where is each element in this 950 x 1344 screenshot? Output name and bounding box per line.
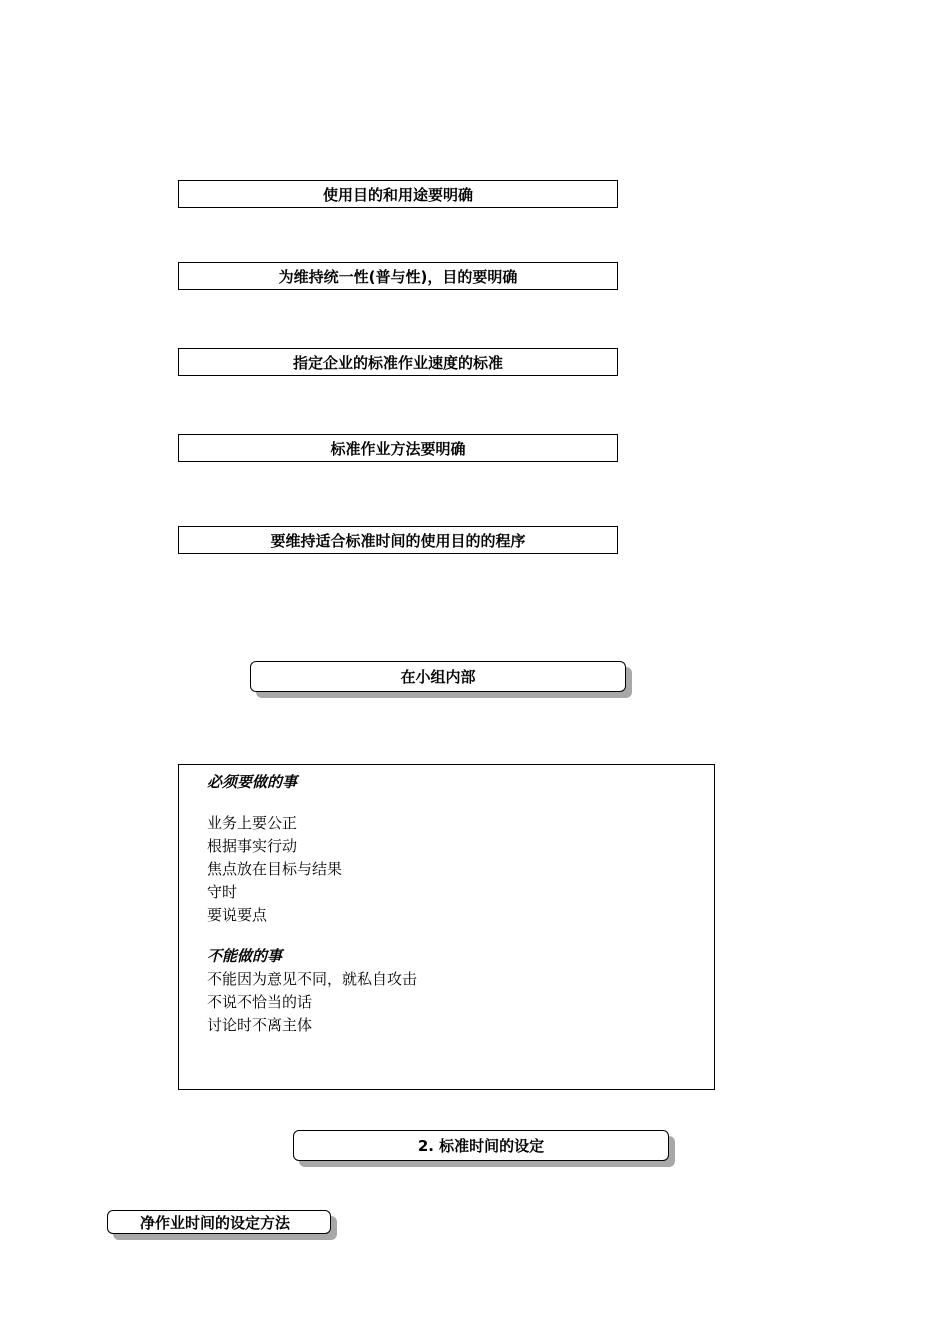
- list-item: 守时: [207, 883, 238, 901]
- list-item: 业务上要公正: [207, 814, 298, 832]
- list-item: 要说要点: [207, 906, 268, 924]
- must-do-heading: 必须要做的事: [207, 773, 298, 791]
- must-do-list: [207, 812, 714, 927]
- rules-box: [178, 764, 715, 1090]
- purpose-box-5: 要维持适合标准时间的使用目的的程序: [178, 526, 618, 554]
- list-item: 根据事实行动: [207, 837, 298, 855]
- purpose-box-1: 使用目的和用途要明确: [178, 180, 618, 208]
- section-heading-box: 2. 标准时间的设定: [293, 1130, 669, 1161]
- purpose-box-4: 标准作业方法要明确: [178, 434, 618, 462]
- list-item: 讨论时不离主体: [207, 1016, 313, 1034]
- purpose-box-2: 为维持统一性(普与性)，目的要明确: [178, 262, 618, 290]
- list-item: 焦点放在目标与结果: [207, 860, 343, 878]
- purpose-box-3: 指定企业的标准作业速度的标准: [178, 348, 618, 376]
- must-not-list: [207, 968, 714, 1037]
- subsection-heading-box: 净作业时间的设定方法: [107, 1210, 331, 1234]
- group-title-box: 在小组内部: [250, 661, 626, 692]
- list-item: 不能因为意见不同，就私自攻击: [207, 970, 418, 988]
- list-item: 不说不恰当的话: [207, 993, 313, 1011]
- must-not-heading: 不能做的事: [207, 947, 283, 965]
